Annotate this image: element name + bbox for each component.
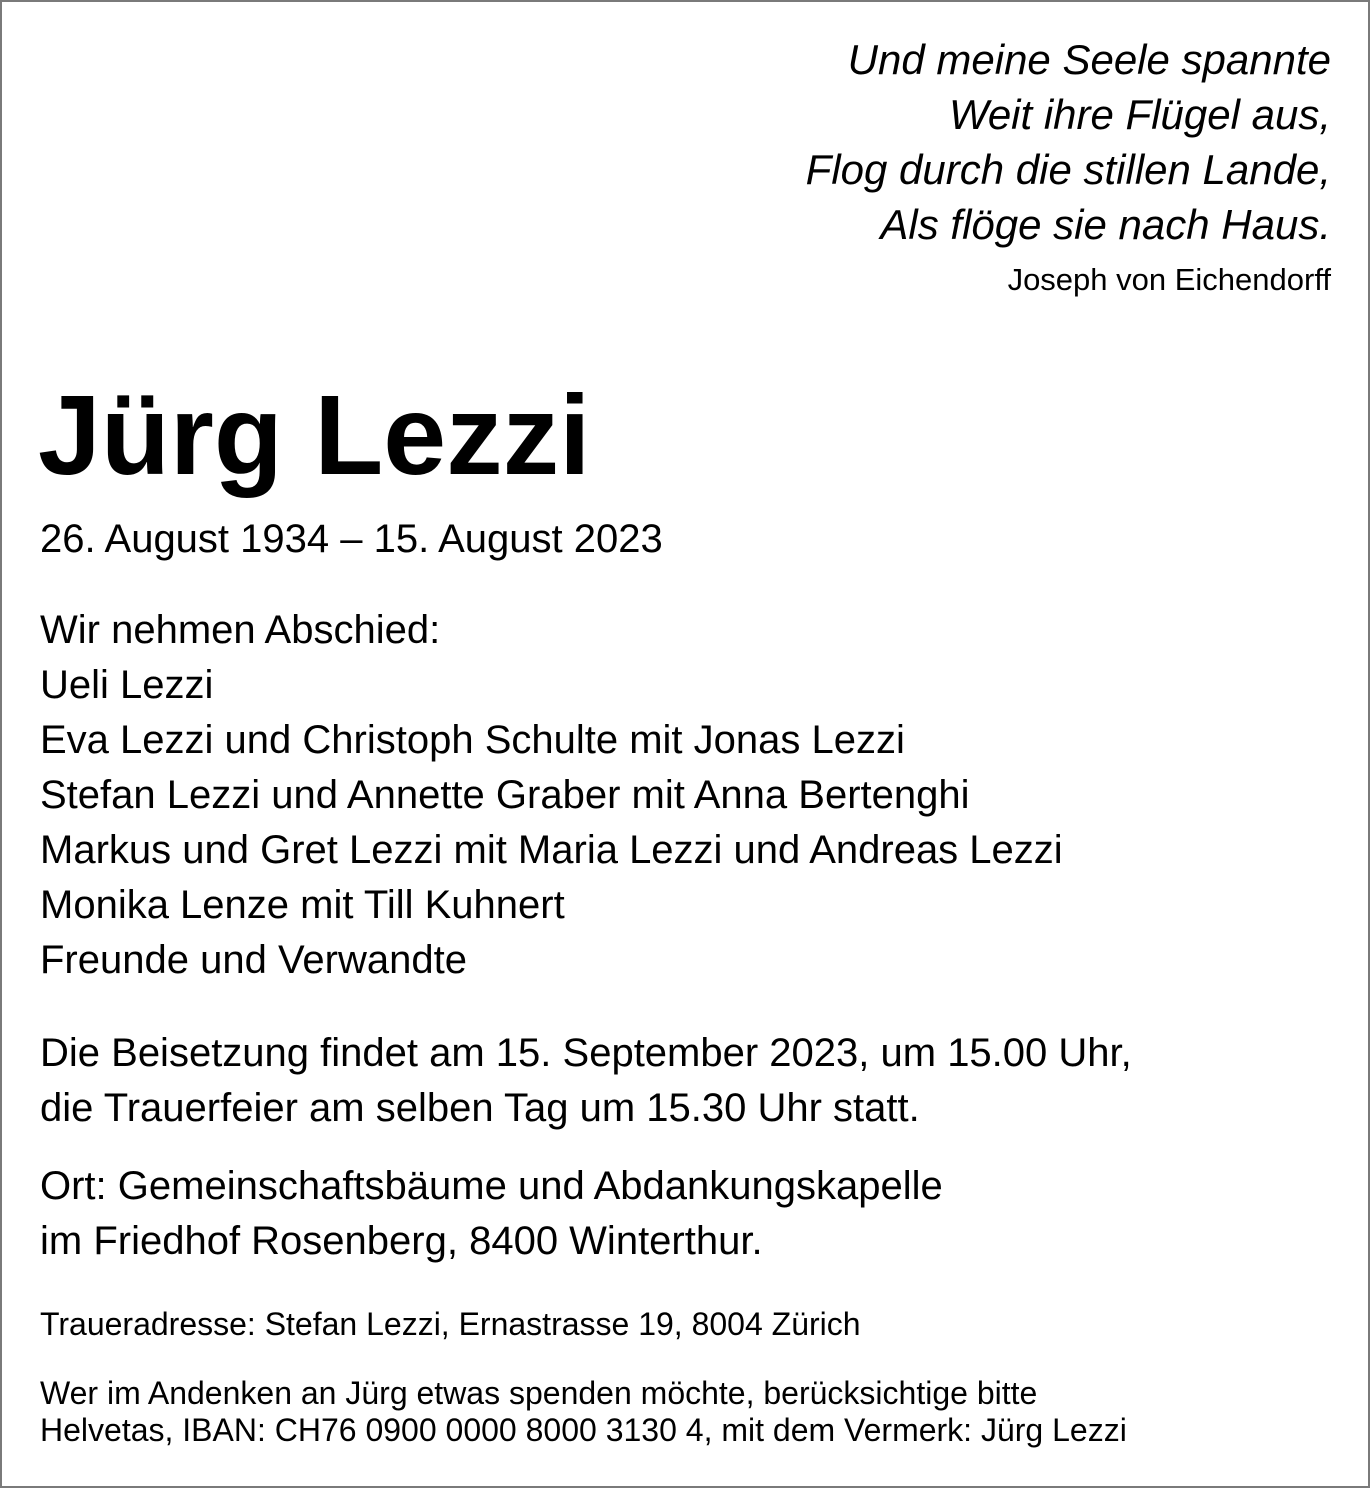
mourning-address: Traueradresse: Stefan Lezzi, Ernastrasse 19, 8004 Zürich: [40, 1306, 861, 1342]
poem-line: Weit ihre Flügel aus,: [948, 91, 1331, 138]
poem-line: Und meine Seele spannte: [847, 36, 1331, 83]
farewell-section: [40, 603, 1063, 988]
poem-line: Als flöge sie nach Haus.: [880, 201, 1331, 248]
poem-author: Joseph von Eichendorff: [1007, 262, 1331, 297]
ceremony-info: [40, 1026, 1132, 1136]
mourner-line: Markus und Gret Lezzi mit Maria Lezzi und Andreas Lezzi: [40, 828, 1063, 872]
ceremony-line: Die Beisetzung findet am 15. September 2023, um 15.00 Uhr,: [40, 1031, 1132, 1075]
ceremony-line: die Trauerfeier am selben Tag um 15.30 Uhr statt.: [40, 1086, 920, 1130]
life-dates: 26. August 1934 – 15. August 2023: [40, 517, 663, 561]
location-info: [40, 1159, 943, 1269]
farewell-heading: Wir nehmen Abschied:: [40, 608, 441, 652]
poem-quote: [806, 32, 1331, 298]
location-line: im Friedhof Rosenberg, 8400 Winterthur.: [40, 1219, 763, 1263]
mourner-line: Ueli Lezzi: [40, 663, 214, 707]
mourner-line: Stefan Lezzi und Annette Graber mit Anna Bertenghi: [40, 773, 970, 817]
mourner-line: Eva Lezzi und Christoph Schulte mit Jonas Lezzi: [40, 718, 905, 762]
donation-line: Wer im Andenken an Jürg etwas spenden möchte, berücksichtige bitte: [40, 1375, 1038, 1411]
location-line: Ort: Gemeinschaftsbäume und Abdankungskapelle: [40, 1164, 943, 1208]
mourner-line: Freunde und Verwandte: [40, 938, 467, 982]
mourner-line: Monika Lenze mit Till Kuhnert: [40, 883, 565, 927]
deceased-name: Jürg Lezzi: [38, 372, 591, 498]
donation-info: [40, 1375, 1127, 1449]
poem-line: Flog durch die stillen Lande,: [805, 146, 1331, 193]
donation-line: Helvetas, IBAN: CH76 0900 0000 8000 3130 4, mit dem Vermerk: Jürg Lezzi: [40, 1412, 1127, 1448]
